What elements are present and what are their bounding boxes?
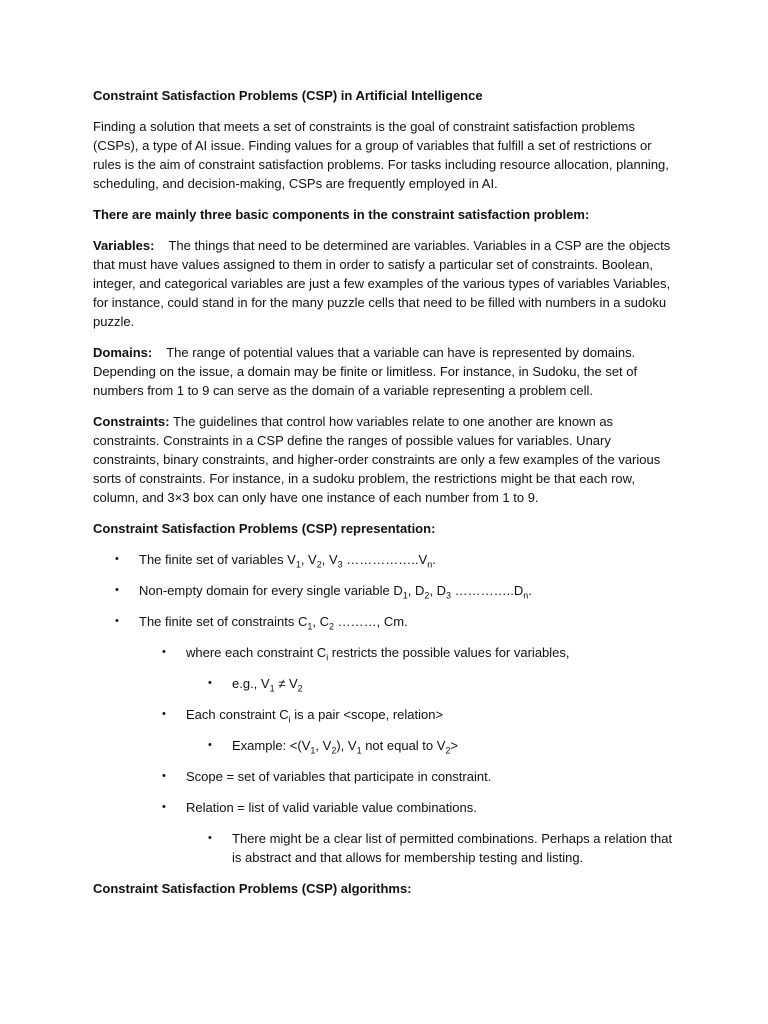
scope-text: Scope = set of variables that participate in constraint. bbox=[186, 769, 492, 784]
bullet-dot: • bbox=[162, 801, 166, 813]
list-item: • Non-empty domain for every single variable $D_1$, $D_2$, $D_3$ $\dots\dots\dots\dots..D_n$. bbox=[115, 583, 532, 601]
bullet-dot: • bbox=[208, 832, 212, 844]
list-item: • Each constraint $C_i$ is a pair <scope, relation> bbox=[162, 707, 444, 725]
permitted-text: There might be a clear list of permitted combinations. Perhaps a relation that is abstract and that allows for membership testing and listing. bbox=[232, 831, 673, 865]
bullet-dot: • bbox=[162, 770, 166, 782]
list-item bbox=[93, 767, 678, 786]
bullet-dot: • bbox=[115, 615, 119, 627]
representation-list bbox=[93, 550, 678, 867]
bullet-dot: • bbox=[208, 677, 212, 689]
algorithms-heading: Constraint Satisfaction Problems (CSP) algorithms: bbox=[93, 881, 412, 896]
list-item: • Example: $<(V_1$, $V_2$), $V_1$ not equal to $V_2>$ bbox=[208, 738, 459, 756]
list-item bbox=[93, 798, 678, 817]
representation-heading: Constraint Satisfaction Problems (CSP) representation: bbox=[93, 521, 436, 536]
variables-term: Variables: bbox=[93, 238, 155, 253]
variables-text: The things that need to be determined are variables. Variables in a CSP are the objects that must have values assigned to them in order to satisfy a particular set of constraints. Boolean, integer, and categorical variables are just a few examples of the various types of variables Variables, for instance, could stand in for the many puzzle cells that need to be filled with numbers in a sudoku puzzle. bbox=[93, 238, 671, 329]
constraints-term: Constraints: bbox=[93, 414, 170, 429]
bullet-dot: • bbox=[208, 739, 212, 751]
domains-text: The range of potential values that a variable can have is represented by domains. Depending on the issue, a domain may be finite or limitless. For instance, in Sudoku, the set of numbers from 1 to 9 can serve as the domain of a variable representing a problem cell. bbox=[93, 345, 638, 398]
bullet-dot: • bbox=[115, 584, 119, 596]
bullet-dot: • bbox=[162, 708, 166, 720]
variables-paragraph bbox=[93, 236, 678, 331]
list-item: • The finite set of variables $V_1$, $V_2$, $V_3$ $\dots\dots\dots\dots\dots..V_n$. bbox=[115, 552, 436, 570]
bullet-dot: • bbox=[162, 646, 166, 658]
domains-term: Domains: bbox=[93, 345, 153, 360]
domains-paragraph bbox=[93, 343, 678, 400]
bullet-dot: • bbox=[115, 553, 119, 565]
list-item: • e.g., $V_1 \ne V_2$ bbox=[208, 676, 303, 694]
list-item: • The finite set of constraints $C_1$, $C_2$ ………, Cm. bbox=[115, 614, 408, 632]
constraints-paragraph bbox=[93, 412, 678, 507]
constraints-text: The guidelines that control how variables relate to one another are known as constraints. Constraints in a CSP define the ranges of possible values for variables. Unary constraints, binary constraints, and higher-order constraints are only a few examples of the various sorts of constraints. For instance, in a sudoku problem, the restrictions might be that each row, column, and 3×3 box can only have one instance of each number from 1 to 9. bbox=[93, 414, 661, 505]
components-heading: There are mainly three basic components in the constraint satisfaction problem: bbox=[93, 207, 590, 222]
relation-text: Relation = list of valid variable value combinations. bbox=[186, 800, 477, 815]
list-item bbox=[93, 829, 678, 867]
document-title: Constraint Satisfaction Problems (CSP) in Artificial Intelligence bbox=[93, 88, 483, 103]
list-item: • where each constraint $C_i$ restricts the possible values for variables, bbox=[162, 645, 570, 663]
intro-paragraph: Finding a solution that meets a set of constraints is the goal of constraint satisfaction problems (CSPs), a type of AI issue. Finding values for a group of variables that fulfill a set of restrictions or rules is the aim of constraint satisfaction problems. For tasks including resource allocation, planning, scheduling, and decision-making, CSPs are frequently employed in AI. bbox=[93, 119, 669, 191]
